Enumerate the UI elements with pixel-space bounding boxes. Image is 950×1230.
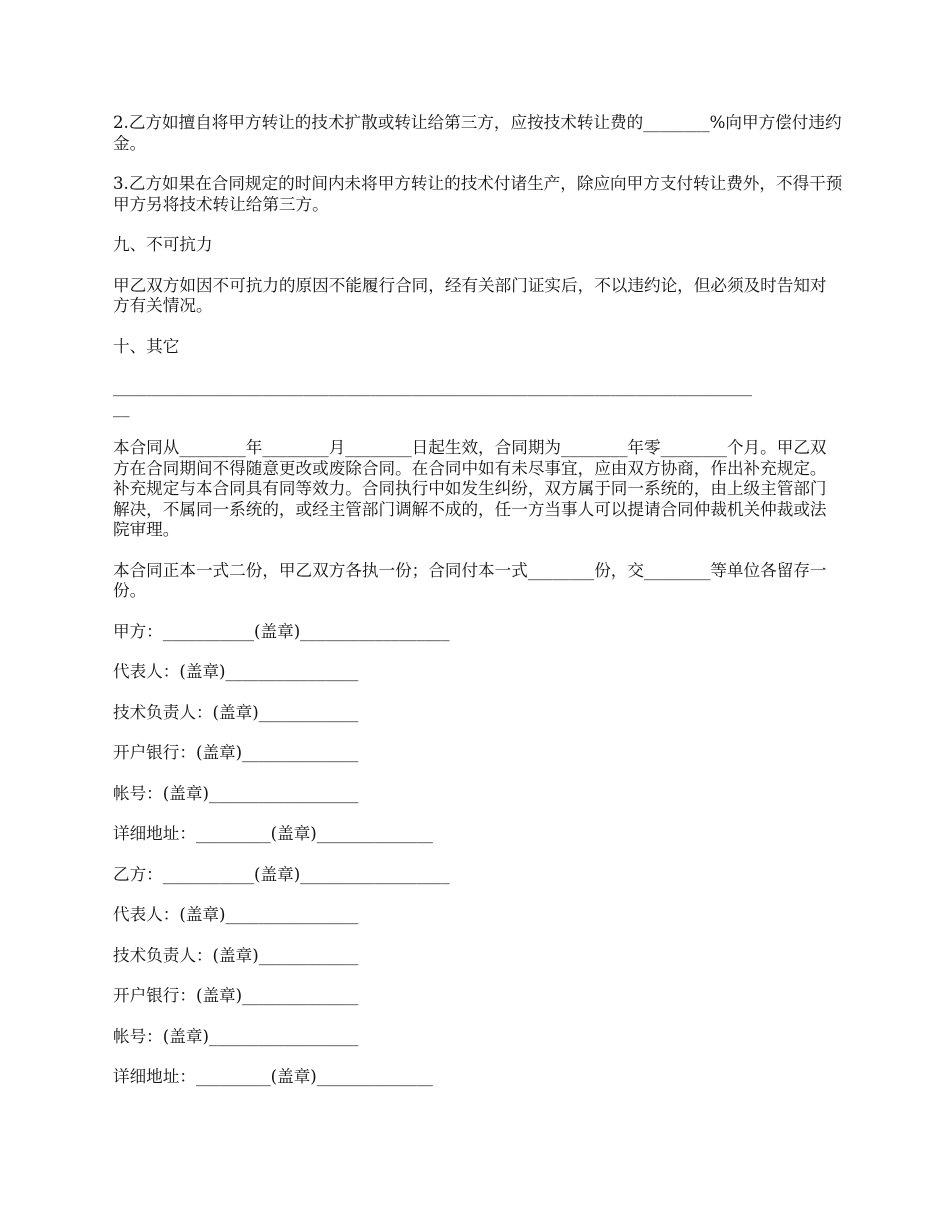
party-a-bank: 开户银行：(盖章)______________ <box>113 743 359 762</box>
party-b-address: 详细地址：_________(盖章)______________ <box>113 1067 433 1086</box>
section-9-body: 甲乙双方如因不可抗力的原因不能履行合同，经有关部门证实后，不以违约论，但必须及时告知对方有关情况。 <box>113 275 827 315</box>
blank-fill-line-2: __ <box>113 397 130 417</box>
section-10-heading: 十、其它 <box>113 336 180 356</box>
party-b-account: 帐号：(盖章)__________________ <box>113 1026 359 1046</box>
party-b-bank: 开户银行：(盖章)______________ <box>113 986 359 1005</box>
section-9-heading: 九、不可抗力 <box>113 235 213 254</box>
party-b-line: 乙方：___________(盖章)__________________ <box>113 864 450 884</box>
blank-fill-line-1: _____________________________________________________________________________ <box>113 377 752 396</box>
party-a-address: 详细地址：_________(盖章)______________ <box>113 824 433 843</box>
contract-page <box>113 113 843 1088</box>
party-a-tech-lead: 技术负责人：(盖章)____________ <box>113 702 359 722</box>
clause-3: 3.乙方如果在合同规定的时间内未将甲方转让的技术付诸生产，除应向甲方支付转让费外，不得干预甲方另将技术转让给第三方。 <box>113 174 843 214</box>
party-b-tech-lead: 技术负责人：(盖章)____________ <box>113 945 359 965</box>
party-a-account: 帐号：(盖章)__________________ <box>113 783 359 803</box>
copies-paragraph: 本合同正本一式二份，甲乙双方各执一份；合同付本一式________份，交________等单位各留存一份。 <box>113 560 827 600</box>
clause-2: 2.乙方如擅自将甲方转让的技术扩散或转让给第三方，应按技术转让费的________%向甲方偿付违约金。 <box>113 113 842 153</box>
party-a-line: 甲方：___________(盖章)__________________ <box>113 621 450 641</box>
party-b-representative: 代表人：(盖章)________________ <box>113 905 359 924</box>
party-a-representative: 代表人：(盖章)________________ <box>113 662 359 681</box>
validity-paragraph: 本合同从________年________月________日起生效，合同期为________年零________个月。甲乙双方在合同期间不得随意更改或废除合同。在合同中如有未尽事宜，应由双方协商，作出补充规定。补充规定与本合同具有同等效力。合同执行中如发生纠纷，双方属于同一系统的，由上级主管部门解决，不属同一系统的，或经主管部门调解不成的，任一方当事人可以提请合同仲裁机关仲裁或法院审理。 <box>113 438 827 539</box>
